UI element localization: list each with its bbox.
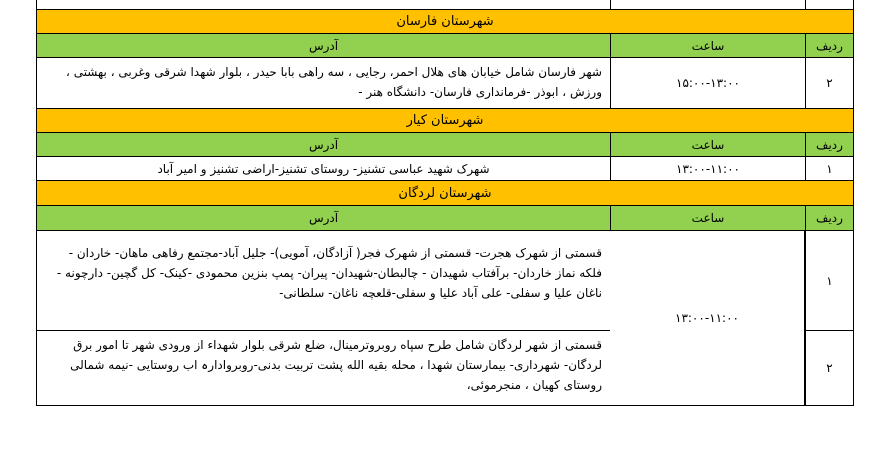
- header-time: ساعت: [611, 133, 806, 156]
- time-cell: [611, 0, 806, 9]
- table-row: [36, 157, 854, 181]
- header-row: [36, 206, 854, 231]
- index-cell: ۲: [826, 76, 833, 90]
- section-title: [36, 109, 854, 133]
- time-cell: ۱۳:۰۰-۱۱:۰۰: [611, 157, 806, 180]
- section-title: [36, 10, 854, 34]
- schedule-table: [36, 0, 854, 406]
- section-title-text: شهرستان لردگان: [398, 185, 492, 201]
- header-index: ردیف: [816, 38, 843, 53]
- time-cell: ۱۵:۰۰-۱۳:۰۰: [611, 58, 806, 108]
- table-row: [36, 0, 854, 10]
- section-title-text: شهرستان فارسان: [396, 14, 494, 29]
- header-index: ردیف: [816, 137, 843, 152]
- index-cell: ۱: [826, 161, 833, 176]
- address-cell: شهر فارسان شامل خیابان های هلال احمر، رجایی ، سه راهی بابا حیدر ، بلوار شهدا شرقی وغربی ، بهشتی ، ورزش ، ابوذر -فرمانداری فارسان- دانشگاه هنر -: [37, 58, 611, 108]
- index-cell: [806, 0, 853, 9]
- section-title-text: شهرستان کیار: [406, 113, 484, 128]
- header-index: ردیف: [816, 211, 843, 225]
- header-time: ساعت: [611, 206, 806, 230]
- address-cell: قسمتی از شهر لردگان شامل طرح سپاه روبروترمینال، ضلع شرقی بلوار شهداء از ورودی شهر تا امور برق لردگان- شهرداری- بیمارستان شهدا ، محله بقیه الله پشت تربیت بدنی-روبروادارہ اب روستایی -نیمه شمالی روستای کهیان ، منجرموئی،: [37, 331, 611, 405]
- address-cell: شهرک شهید عباسی تشنیز- روستای تشنیز-اراضی تشنیز و امیر آباد: [37, 157, 611, 180]
- merged-time-cell: ۱۳:۰۰-۱۱:۰۰: [610, 231, 805, 405]
- header-address: آدرس: [37, 206, 611, 230]
- header-address: آدرس: [37, 34, 611, 57]
- index-cell: ۲: [826, 361, 833, 375]
- header-time: ساعت: [611, 34, 806, 57]
- header-row: [36, 133, 854, 157]
- index-cell: ۱: [826, 273, 833, 288]
- address-cell: قسمتی از شهرک هجرت- قسمتی از شهرک فجر( آزادگان، آمویی)- جلیل آباد-مجتمع رفاهی ماهان- خاردان - فلکه نماز خاردان- برآفتاب شهیدان - چالبطان-شهیدان- پیران- پمپ بنزین محمودی -کینک- کل گچین- دارچونه - ناغان علیا و سفلی- علی آباد علیا و سفلی-قلعچه ناغان- سلطانی-: [37, 231, 611, 330]
- header-address: آدرس: [37, 133, 611, 156]
- table-row: [36, 58, 854, 109]
- section-title: [36, 181, 854, 206]
- header-row: [36, 34, 854, 58]
- merged-block: [36, 231, 854, 406]
- address-cell: [37, 0, 611, 9]
